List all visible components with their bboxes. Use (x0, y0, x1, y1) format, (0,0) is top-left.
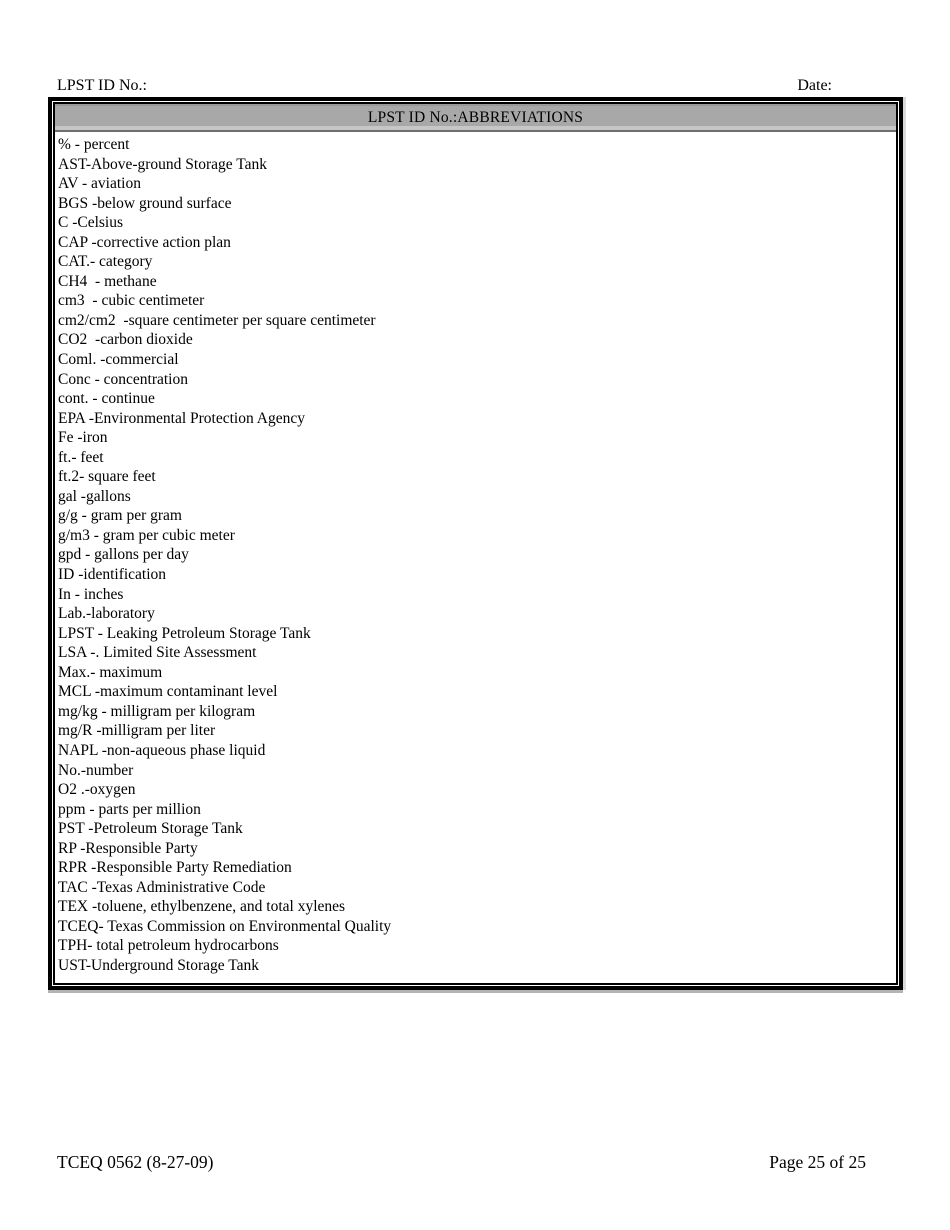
abbreviation-item: TAC -Texas Administrative Code (58, 878, 266, 896)
abbreviation-item: AST-Above-ground Storage Tank (58, 155, 268, 173)
abbreviation-item: LSA -. Limited Site Assessment (58, 644, 257, 662)
abbreviation-item: mg/R -milligram per liter (58, 722, 216, 740)
abbreviation-item: ppm - parts per million (58, 800, 201, 818)
abbreviations-table-header: LPST ID No.:ABBREVIATIONS (55, 104, 896, 132)
abbreviation-item: ft.- feet (58, 448, 104, 466)
abbreviation-item: gal -gallons (58, 487, 131, 505)
abbreviation-item: ft.2- square feet (58, 468, 156, 486)
abbreviation-item: Conc - concentration (58, 370, 188, 388)
abbreviation-item: TEX -toluene, ethylbenzene, and total xylenes (58, 898, 346, 916)
abbreviation-item: Max.- maximum (58, 663, 163, 681)
abbreviation-list (55, 132, 896, 983)
abbreviation-item: O2 .-oxygen (58, 781, 136, 799)
abbreviation-item: In - inches (58, 585, 124, 603)
abbreviation-item: UST-Underground Storage Tank (58, 956, 259, 974)
top-label-row (57, 76, 832, 95)
footer-row (57, 1151, 866, 1173)
date-label: Date: (797, 77, 832, 94)
abbreviation-item: EPA -Environmental Protection Agency (58, 409, 305, 427)
abbreviation-item: LPST - Leaking Petroleum Storage Tank (58, 624, 311, 642)
abbreviation-item: CAP -corrective action plan (58, 233, 231, 251)
abbreviation-item: CAT.- category (58, 253, 153, 271)
abbreviation-item: C -Celsius (58, 214, 124, 232)
abbreviation-item: RPR -Responsible Party Remediation (58, 859, 292, 877)
abbreviations-table (48, 97, 903, 990)
abbreviation-item: PST -Petroleum Storage Tank (58, 820, 243, 838)
abbreviation-item: TPH- total petroleum hydrocarbons (58, 937, 279, 955)
abbreviation-item: gpd - gallons per day (58, 546, 189, 564)
abbreviation-item: cm2/cm2 -square centimeter per square centimeter (58, 311, 376, 329)
abbreviations-table-inner (53, 102, 898, 985)
abbreviation-item: CO2 -carbon dioxide (58, 331, 193, 349)
abbreviation-item: mg/kg - milligram per kilogram (58, 702, 256, 720)
abbreviation-item: g/g - gram per gram (58, 507, 182, 525)
abbreviation-item: Fe -iron (58, 429, 108, 447)
abbreviation-item: Coml. -commercial (58, 351, 179, 369)
abbreviation-item: Lab.-laboratory (58, 605, 155, 623)
abbreviation-item: CH4 - methane (58, 272, 157, 290)
abbreviation-item: MCL -maximum contaminant level (58, 683, 278, 701)
abbreviation-item: NAPL -non-aqueous phase liquid (58, 741, 266, 759)
abbreviation-item: TCEQ- Texas Commission on Environmental Quality (58, 917, 392, 935)
abbreviation-item: No.-number (58, 761, 134, 779)
abbreviation-item: cm3 - cubic centimeter (58, 292, 205, 310)
abbreviation-item: cont. - continue (58, 390, 155, 408)
page-number-label: Page 25 of 25 (769, 1152, 866, 1172)
abbreviation-item: RP -Responsible Party (58, 839, 198, 857)
abbreviation-item: g/m3 - gram per cubic meter (58, 526, 235, 544)
abbreviation-item: AV - aviation (58, 175, 141, 193)
form-number-label: TCEQ 0562 (8-27-09) (57, 1152, 214, 1172)
abbreviation-item: % - percent (58, 136, 130, 153)
abbreviation-item: BGS -below ground surface (58, 194, 232, 212)
lpst-id-label: LPST ID No.: (57, 77, 147, 94)
abbreviation-item: ID -identification (58, 566, 167, 584)
